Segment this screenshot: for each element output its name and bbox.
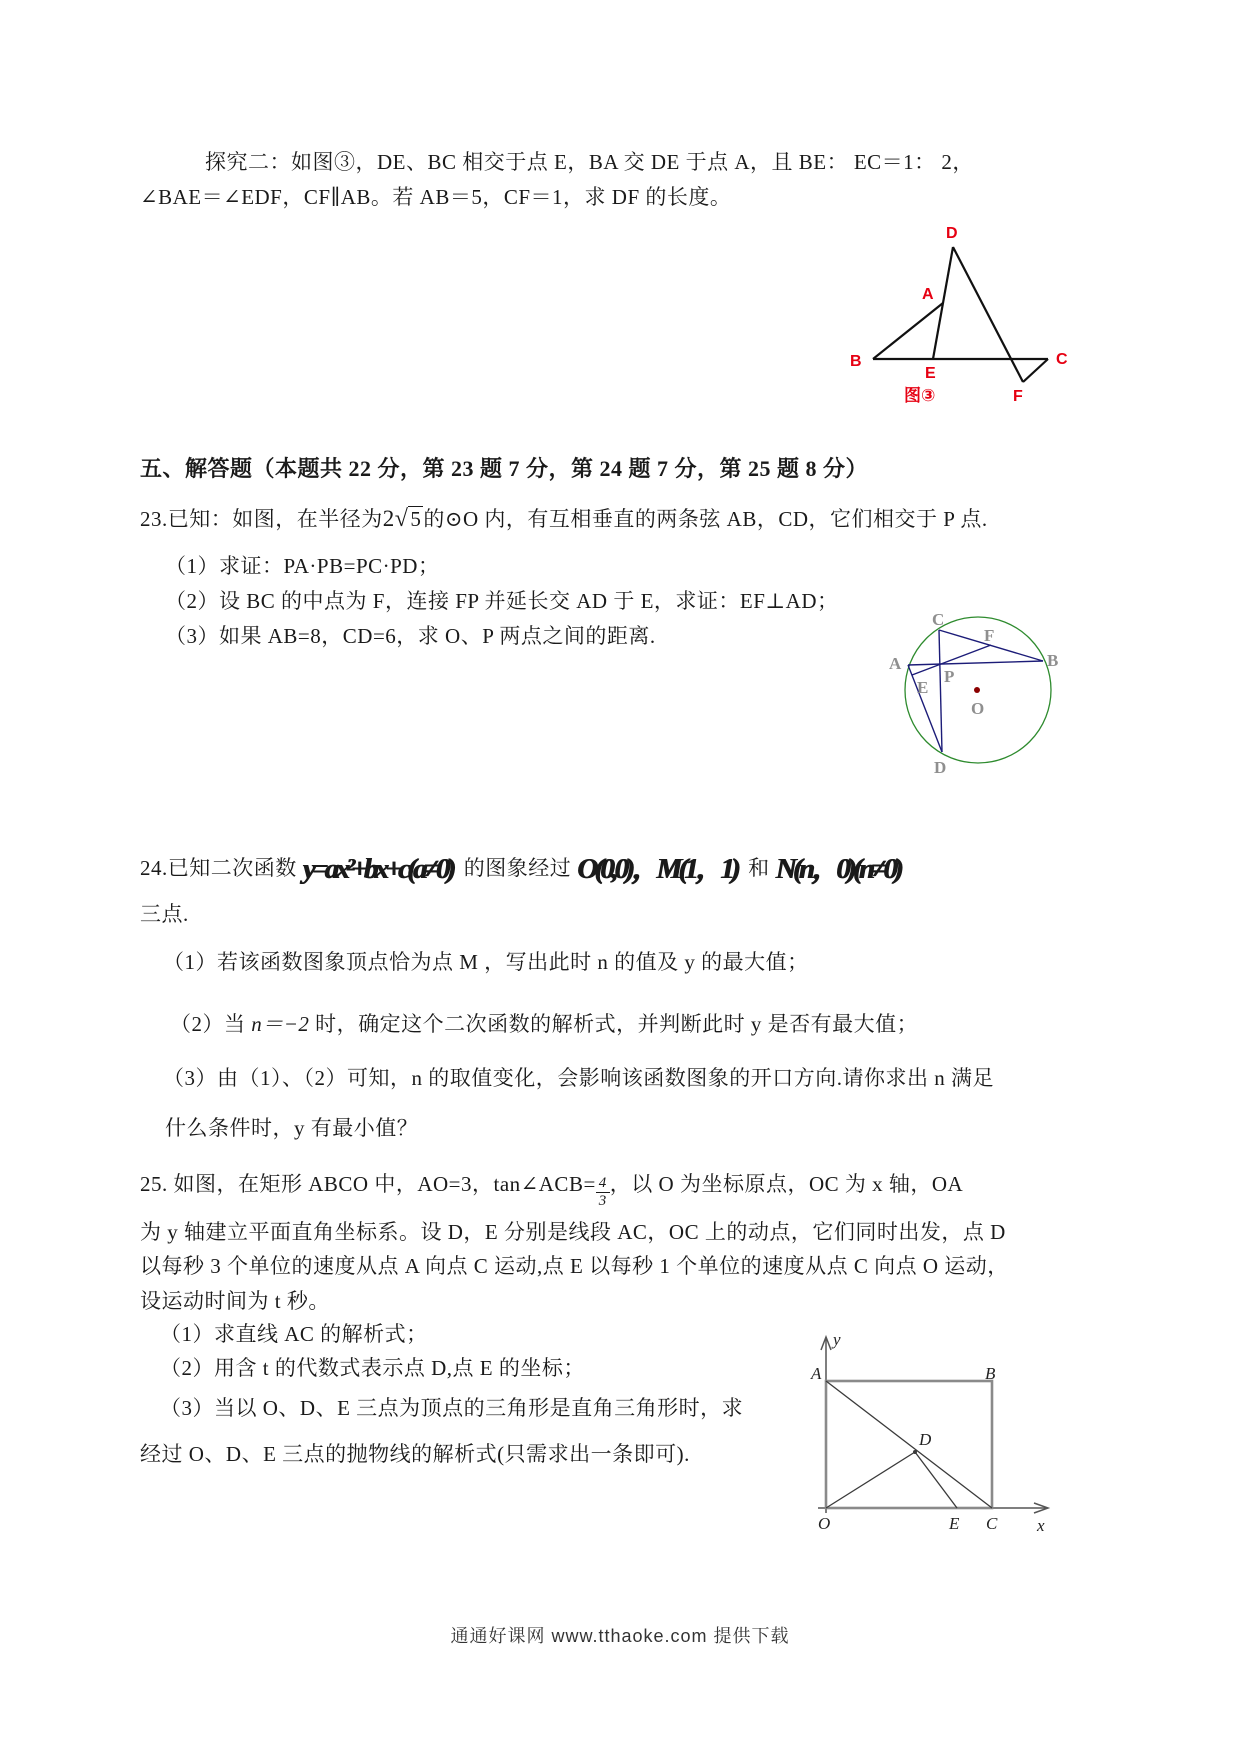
p25-line4: 设运动时间为 t 秒。 (140, 1289, 330, 1313)
p25-line2: 为 y 轴建立平面直角坐标系。设 D，E 分别是线段 AC，OC 上的动点，它们同时出发，点 D (140, 1220, 1006, 1244)
chord-ab (908, 661, 1043, 665)
p24-item1: （1）若该函数图象顶点恰为点 M ，写出此时 n 的值及 y 的最大值； (163, 950, 809, 974)
point-label-o: O (971, 699, 985, 718)
p25-item3-line2: 经过 O、D、E 三点的抛物线的解析式(只需求出一条即可). (140, 1442, 690, 1466)
point-label-p: P (944, 667, 955, 686)
p23-intro (140, 503, 988, 533)
p23-item2: （2）设 BC 的中点为 F，连接 FP 并延长交 AD 于 E，求证：EF⊥AD； (165, 589, 839, 613)
figure-circle (870, 595, 1090, 800)
p24-item2-pre: （2）当 (170, 1012, 246, 1036)
p24-item2 (170, 1008, 918, 1038)
explore2-line1: 探究二：如图③，DE、BC 相交于点 E，BA 交 DE 于点 A，且 BE： EC＝1： 2， (205, 150, 974, 174)
explore2-line2: ∠BAE＝∠EDF，CF∥AB。若 AB＝5，CF＝1，求 DF 的长度。 (140, 185, 732, 209)
p25-line3: 以每秒 3 个单位的速度从点 A 向点 C 运动,点 E 以每秒 1 个单位的速度从点 C 向点 O 运动， (140, 1254, 1009, 1278)
segment-ac (826, 1381, 992, 1508)
p24-intro-cont: 三点. (140, 902, 189, 926)
p24-formula-points-2: N(n，0)(n≠0) (775, 853, 900, 885)
p23-item1: （1）求证：PA·PB=PC·PD； (165, 554, 440, 578)
point-label-d: D (934, 758, 947, 777)
point-label-b: B (1047, 651, 1059, 670)
p23-item3: （3）如果 AB=8，CD=6，求 O、P 两点之间的距离. (165, 624, 656, 648)
p24-intro-he: 和 (748, 856, 770, 880)
fraction-four-thirds (596, 1175, 610, 1211)
p25-item2: （2）用含 t 的代数式表示点 D,点 E 的坐标； (160, 1356, 585, 1380)
point-label-a: A (922, 286, 934, 303)
point-label-e: E (917, 678, 929, 697)
axis-label-y: y (833, 1330, 841, 1349)
point-label-c: C (1056, 351, 1068, 368)
point-label-b: B (850, 353, 862, 370)
axis-label-x: x (1037, 1516, 1045, 1535)
point-label-d: D (919, 1430, 932, 1449)
point-label-e: E (949, 1514, 960, 1533)
point-label-c: C (986, 1514, 998, 1533)
figure-3-caption: 图③ (904, 386, 936, 405)
point-label-a: A (889, 654, 902, 673)
footer-site-note: 通通好课网 www.tthaoke.com 提供下载 (450, 1626, 790, 1646)
figure-coordinate (810, 1325, 1060, 1555)
p23-intro-post: 的⊙O 内，有互相垂直的两条弦 AB，CD，它们相交于 P 点. (423, 507, 988, 531)
p24-formula-function: y=ax²+bx+c(a≠0) (302, 853, 453, 885)
chord-cd (939, 630, 942, 752)
point-label-e: E (925, 365, 936, 382)
point-label-o: O (818, 1514, 831, 1533)
point-label-f: F (984, 626, 995, 645)
point-label-f: F (1013, 388, 1023, 405)
segment-od (826, 1452, 915, 1508)
point-label-c: C (932, 610, 945, 629)
p24-formula-points-1: O(0,0)，M(1，1) (577, 853, 737, 885)
figure-3 (820, 200, 1080, 412)
p25-item3-line1: （3）当以 O、D、E 三点为顶点的三角形是直角三角形时，求 (160, 1396, 744, 1420)
p23-intro-pre: 23.已知：如图，在半径为 (140, 507, 383, 531)
p24-item2-math: n＝−2 (251, 1012, 310, 1036)
p23-radicand: 5 (410, 507, 422, 531)
p24-intro-mid: 的图象经过 (463, 856, 572, 880)
point-label-d: D (946, 225, 958, 242)
point-label-a: A (811, 1364, 822, 1383)
segment-cf (1023, 359, 1048, 382)
point-d-dot (913, 1450, 917, 1454)
section5-title: 五、解答题（本题共 22 分，第 23 题 7 分，第 24 题 7 分，第 25 题 8 分） (140, 456, 869, 481)
sqrt-sign: √ (394, 506, 409, 532)
p24-intro (140, 846, 905, 887)
p24-intro-pre: 24.已知二次函数 (140, 856, 297, 880)
p23-radical-coeff: 2 (382, 506, 395, 531)
segment-df (953, 247, 1023, 382)
point-label-b: B (985, 1364, 996, 1383)
p24-item3-line2: 什么条件时，y 有最小值？ (165, 1116, 419, 1140)
fraction-denominator: 3 (598, 1193, 607, 1209)
p25-line1 (140, 1168, 963, 1210)
p25-line1-post: ，以 O 为坐标原点，OC 为 x 轴，OA (609, 1172, 964, 1196)
segment-de (933, 247, 953, 359)
fraction-numerator: 4 (596, 1175, 610, 1193)
center-dot (974, 687, 980, 693)
segment-de (915, 1452, 957, 1508)
p24-item2-post: 时，确定这个二次函数的解析式，并判断此时 y 是否有最大值； (315, 1012, 919, 1036)
p24-item3-line1: （3）由（1）、（2）可知，n 的取值变化，会影响该函数图象的开口方向.请你求出 n 满足 (163, 1066, 994, 1090)
p25-line1-pre: 25. 如图，在矩形 ABCO 中，AO=3，tan∠ACB= (140, 1172, 596, 1196)
segment-ba (873, 303, 943, 359)
p25-item1: （1）求直线 AC 的解析式； (160, 1322, 428, 1346)
